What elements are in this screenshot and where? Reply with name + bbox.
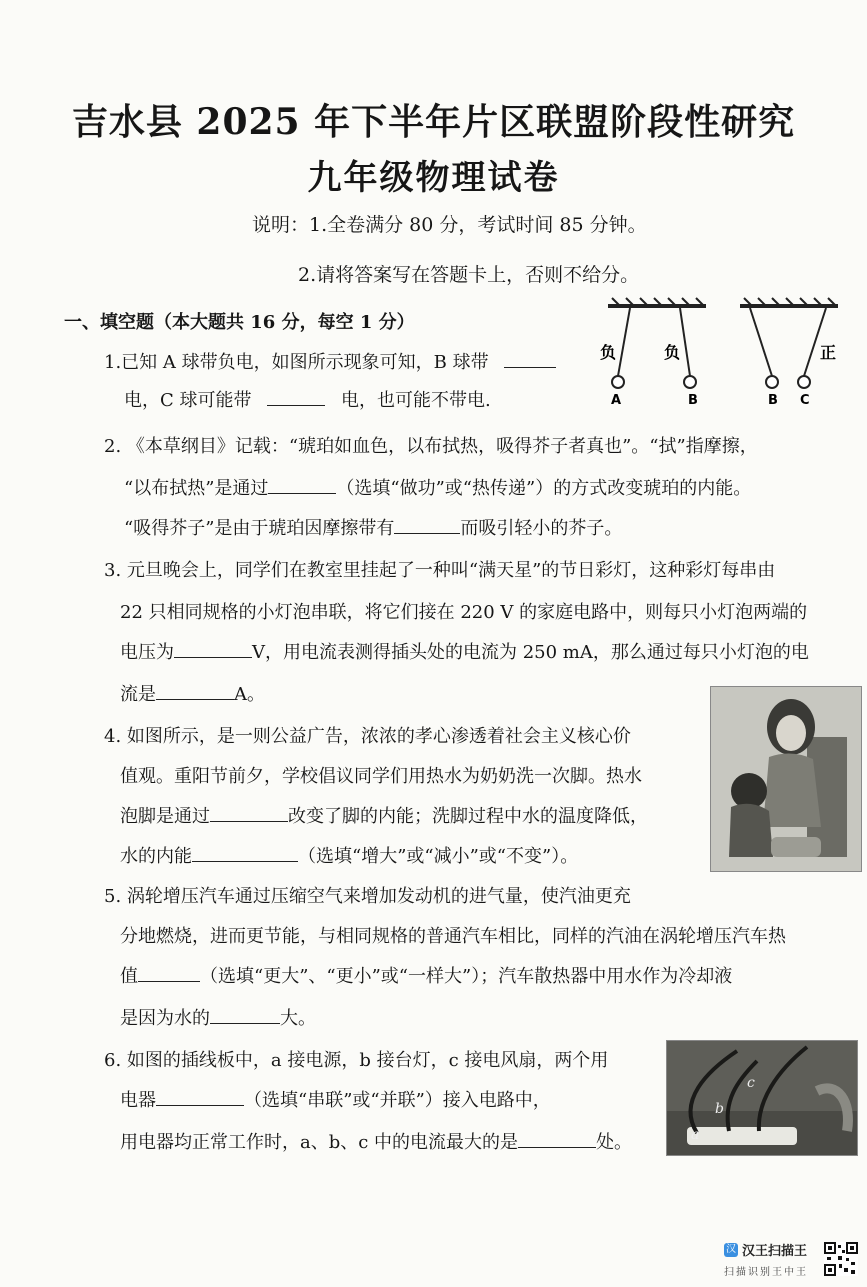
label-b: b bbox=[715, 1101, 724, 1117]
q2-text-b: （选填“做功”或“热传递”）的方式改变琥珀的内能。 bbox=[336, 478, 752, 499]
qr-code-icon bbox=[824, 1242, 858, 1276]
power-strip-photo bbox=[666, 1040, 858, 1156]
q4-line-1: 4. 如图所示，是一则公益广告，浓浓的孝心渗透着社会主义核心价 bbox=[104, 726, 631, 747]
q5-line-2: 分地燃烧，进而更节能，与相同规格的普通汽车相比，同样的汽油在涡轮增压汽车热 bbox=[120, 926, 786, 947]
q3-text-c: 流是 bbox=[120, 684, 156, 705]
q2-blank-1 bbox=[268, 492, 336, 494]
q2-text-d: 而吸引轻小的芥子。 bbox=[460, 518, 623, 539]
ball-b1 bbox=[684, 376, 696, 388]
q6-blank-1 bbox=[156, 1104, 244, 1106]
grandma-face bbox=[776, 715, 806, 751]
q5-text-b: （选填“更大”、“更小”或“一样大”）；汽车散热器中用水作为冷却液 bbox=[200, 966, 733, 987]
q4-line-4 bbox=[120, 842, 578, 868]
q5-text-a: 值 bbox=[120, 966, 138, 987]
q5-line-4 bbox=[120, 1004, 316, 1030]
basin bbox=[771, 837, 821, 857]
charged-balls-figure bbox=[588, 296, 848, 414]
label-b1: B bbox=[688, 393, 698, 408]
q1-blank-1 bbox=[504, 366, 556, 368]
q3-text-b: V，用电流表测得插头处的电流为 250 mA，那么通过每只小灯泡的电 bbox=[252, 642, 809, 663]
label-c: c bbox=[747, 1075, 755, 1091]
scanner-watermark bbox=[724, 1240, 824, 1280]
power-strip bbox=[687, 1127, 797, 1145]
q5-line-1: 5. 涡轮增压汽车通过压缩空气来增加发动机的进气量，使汽油更充 bbox=[104, 886, 631, 907]
label-c: C bbox=[800, 393, 810, 408]
q1-line-2 bbox=[124, 386, 491, 412]
child-body bbox=[729, 804, 773, 857]
instruction-line-2: 2.请将答案写在答题卡上，否则不给分。 bbox=[298, 264, 640, 286]
q1-blank-2 bbox=[267, 404, 325, 406]
q3-blank-1 bbox=[174, 656, 252, 658]
q6-text-a: 电器 bbox=[120, 1090, 156, 1111]
q5-line-3 bbox=[120, 962, 732, 988]
q6-line-2 bbox=[120, 1086, 551, 1112]
q1-text-b: 电，C 球可能带 bbox=[124, 390, 252, 411]
q3-line-2: 22 只相同规格的小灯泡串联，将它们接在 220 V 的家庭电路中，则每只小灯泡两端的 bbox=[120, 602, 808, 623]
thread-b2 bbox=[750, 308, 772, 376]
label-neg-2: 负 bbox=[664, 343, 681, 362]
q5-text-c: 是因为水的 bbox=[120, 1008, 210, 1029]
q4-text-d: （选填“增大”或“减小”或“不变”）。 bbox=[298, 846, 579, 867]
q4-line-3 bbox=[120, 802, 648, 828]
q6-blank-2 bbox=[518, 1146, 596, 1148]
q4-line-2: 值观。重阳节前夕，学校倡议同学们用热水为奶奶洗一次脚。热水 bbox=[120, 766, 642, 787]
q2-blank-2 bbox=[394, 532, 460, 534]
ball-b2 bbox=[766, 376, 778, 388]
q4-blank-2 bbox=[192, 860, 298, 862]
grandma-body bbox=[763, 753, 821, 827]
q3-blank-2 bbox=[156, 698, 234, 700]
q1-text-a: 1.已知 A 球带负电，如图所示现象可知，B 球带 bbox=[104, 352, 489, 373]
child-head bbox=[731, 773, 767, 809]
q1-line-1 bbox=[104, 348, 556, 374]
q2-text-c: “吸得芥子”是由于琥珀因摩擦带有 bbox=[124, 518, 395, 539]
q4-blank-1 bbox=[210, 820, 288, 822]
q6-text-d: 处。 bbox=[596, 1132, 633, 1153]
q3-line-1: 3. 元旦晚会上，同学们在教室里挂起了一种叫“满天星”的节日彩灯，这种彩灯每串由 bbox=[104, 560, 776, 581]
label-pos: 正 bbox=[820, 343, 837, 362]
q2-line-3 bbox=[124, 514, 622, 540]
q4-text-c: 水的内能 bbox=[120, 846, 192, 867]
section-heading: 一、填空题（本大题共 16 分，每空 1 分） bbox=[64, 312, 415, 333]
q1-text-c: 电，也可能不带电. bbox=[340, 390, 491, 411]
q6-text-b: （选填“串联”或“并联”）接入电路中， bbox=[244, 1090, 551, 1111]
watermark-brand: 汉王扫描王 bbox=[742, 1244, 808, 1259]
label-b2: B bbox=[768, 393, 778, 408]
q4-text-b: 改变了脚的内能；洗脚过程中水的温度降低， bbox=[288, 806, 648, 827]
thread-c bbox=[804, 308, 826, 376]
exam-title: 吉水县 2025 年下半年片区联盟阶段性研究 bbox=[71, 101, 796, 143]
q2-line-2 bbox=[124, 474, 751, 500]
q6-text-c: 用电器均正常工作时，a、b、c 中的电流最大的是 bbox=[120, 1132, 519, 1153]
hanwang-logo-icon: 汉 bbox=[726, 1243, 736, 1255]
q3-text-d: A。 bbox=[234, 684, 265, 705]
watermark-tagline: 扫描识别王中王 bbox=[724, 1267, 808, 1278]
q5-blank-1 bbox=[138, 980, 200, 982]
ball-a bbox=[612, 376, 624, 388]
q6-line-3 bbox=[120, 1128, 632, 1154]
q2-text-a: “以布拭热”是通过 bbox=[124, 478, 269, 499]
q6-line-1: 6. 如图的插线板中，a 接电源，b 接台灯，c 接电风扇，两个用 bbox=[104, 1050, 609, 1071]
q3-line-3 bbox=[120, 638, 809, 664]
label-a: A bbox=[611, 393, 622, 408]
label-a: a bbox=[691, 1127, 700, 1143]
thread-a bbox=[618, 308, 630, 376]
q5-blank-2 bbox=[210, 1022, 280, 1024]
q3-text-a: 电压为 bbox=[120, 642, 174, 663]
q4-text-a: 泡脚是通过 bbox=[120, 806, 210, 827]
ball-c bbox=[798, 376, 810, 388]
exam-subtitle: 九年级物理试卷 bbox=[307, 158, 560, 198]
instruction-line-1: 说明：1.全卷满分 80 分，考试时间 85 分钟。 bbox=[252, 214, 647, 236]
q2-line-1: 2. 《本草纲目》记载：“琥珀如血色，以布拭热，吸得芥子者真也”。“拭”指摩擦， bbox=[104, 436, 758, 457]
q3-line-4 bbox=[120, 680, 265, 706]
q5-text-d: 大。 bbox=[280, 1008, 316, 1029]
label-neg-1: 负 bbox=[600, 343, 617, 362]
public-ad-illustration bbox=[710, 686, 862, 872]
thread-b1 bbox=[680, 308, 690, 376]
